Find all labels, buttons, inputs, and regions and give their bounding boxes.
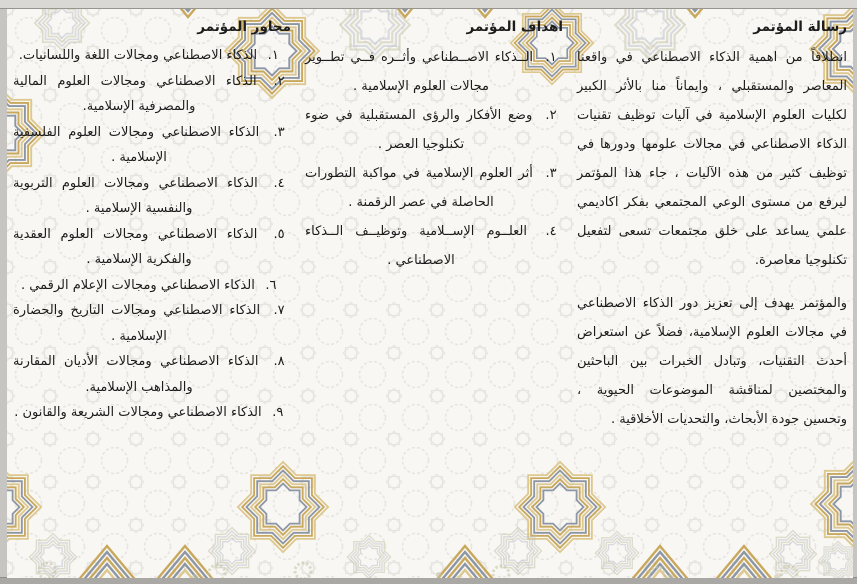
item-text: الذكاء الاصطناعي ومجالات العلوم الفلسفية الإسلامية .	[13, 124, 260, 165]
axis-item-5	[13, 222, 291, 273]
item-text: وضع الأفكار والرؤى المستقبلية في ضوء تكنلوجيا العصر .	[305, 108, 533, 152]
item-text: الذكاء الاصطناعي ومجالات الإعلام الرقمي .	[21, 277, 255, 293]
objective-item-1	[305, 43, 563, 101]
objectives-title: اهداف المؤتمر	[466, 19, 563, 35]
item-text: الذكاء الاصطناعي ومجالات اللغة واللسانيات.	[18, 48, 258, 63]
section-conference-message[interactable]	[577, 13, 847, 578]
item-text: الذكاء الاصطناعي ومجالات العلوم المالية والمصرفية الإسلامية.	[13, 73, 257, 114]
item-text: الذكاء الاصطناعي ومجالات التاريخ والحضارة الإسلامية .	[13, 303, 261, 344]
document-page	[7, 9, 853, 578]
objective-item-4	[305, 217, 563, 275]
item-number: ٣.	[545, 166, 557, 181]
columns-container	[7, 9, 853, 578]
message-paragraph-1: انطلاقاً من اهمية الذكاء الاصطناعي في واقعنا المعاصر والمستقبلي ، وايماناً منا بالأثر الكبير لكليات العلوم الإسلامية في آليات توظيف تقنيات الذكاء الاصطناعي في مجالات علومها ودورها في توظيف كثير من هذه الآليات ، جاء هذا المؤتمر ليرفع من مستوى الوعي المجتمعي بفكر اكاديمي علمي يساعد على خلق مجتمعات تسعى لتفعيل تكنلوجيا معاصرة.	[577, 50, 847, 268]
axis-item-3	[13, 120, 291, 171]
item-text: العلــوم الإســلامية وتوظيــف الــذكاء الاصطناعي .	[305, 224, 527, 268]
item-text: أثر العلوم الإسلامية في مواكبة التطورات الحاصلة في عصر الرقمنة .	[305, 166, 533, 210]
window-bottom-edge	[0, 577, 857, 584]
axis-item-6	[13, 273, 291, 299]
section-conference-axes[interactable]	[13, 13, 291, 578]
section-conference-objectives[interactable]	[305, 13, 563, 578]
item-number: ٧.	[273, 303, 285, 318]
message-title: رسالة المؤتمر	[753, 19, 847, 35]
window-top-edge	[0, 0, 857, 9]
item-text: الذكاء الاصطناعي ومجالات الأديان المقارنة والمذاهب الإسلامية.	[13, 354, 259, 395]
item-text: الذكاء الاصطناعي ومجالات الشريعة والقانون .	[14, 405, 262, 420]
item-number: ٣.	[273, 124, 285, 140]
axis-item-9	[13, 400, 291, 426]
axis-item-8	[13, 349, 291, 400]
item-number: ٨.	[273, 354, 285, 369]
objective-item-3	[305, 159, 563, 217]
axis-item-2	[13, 69, 291, 120]
item-text: الــذكاء الاصــطناعي وأثــره فــي تطــوير مجالات العلوم الإسلامية .	[305, 50, 534, 94]
message-paragraph-2: والمؤتمر يهدف إلى تعزيز دور الذكاء الاصطناعي في مجالات العلوم الإسلامية، فضلاً عن استعراض أحدث التقنيات، وتبادل الخبرات بين الباحثين والمختصين لمناقشة الموضوعات الحيوية ، وتحسين جودة الأبحاث، والتحديات الأخلاقية .	[577, 296, 847, 427]
axis-item-7	[13, 298, 291, 349]
item-number: ٩.	[272, 405, 284, 420]
item-number: ١.	[545, 50, 557, 65]
item-number: ٢.	[273, 73, 285, 89]
item-text: الذكاء الاصطناعي ومجالات العلوم التربوية والنفسية الإسلامية .	[13, 175, 258, 216]
item-text: الذكاء الاصطناعي ومجالات العلوم العقدية والفكرية الإسلامية .	[13, 226, 258, 267]
item-number: ٥.	[273, 226, 285, 242]
item-number: ٦.	[265, 277, 277, 293]
item-number: ٢.	[545, 108, 557, 123]
axis-item-4	[13, 171, 291, 222]
axes-title: محاور المؤتمر	[197, 19, 291, 35]
item-number: ١.	[267, 48, 279, 63]
objective-item-2	[305, 101, 563, 159]
item-number: ٤.	[273, 175, 285, 191]
item-number: ٤.	[545, 224, 557, 239]
axis-item-1	[13, 43, 291, 69]
